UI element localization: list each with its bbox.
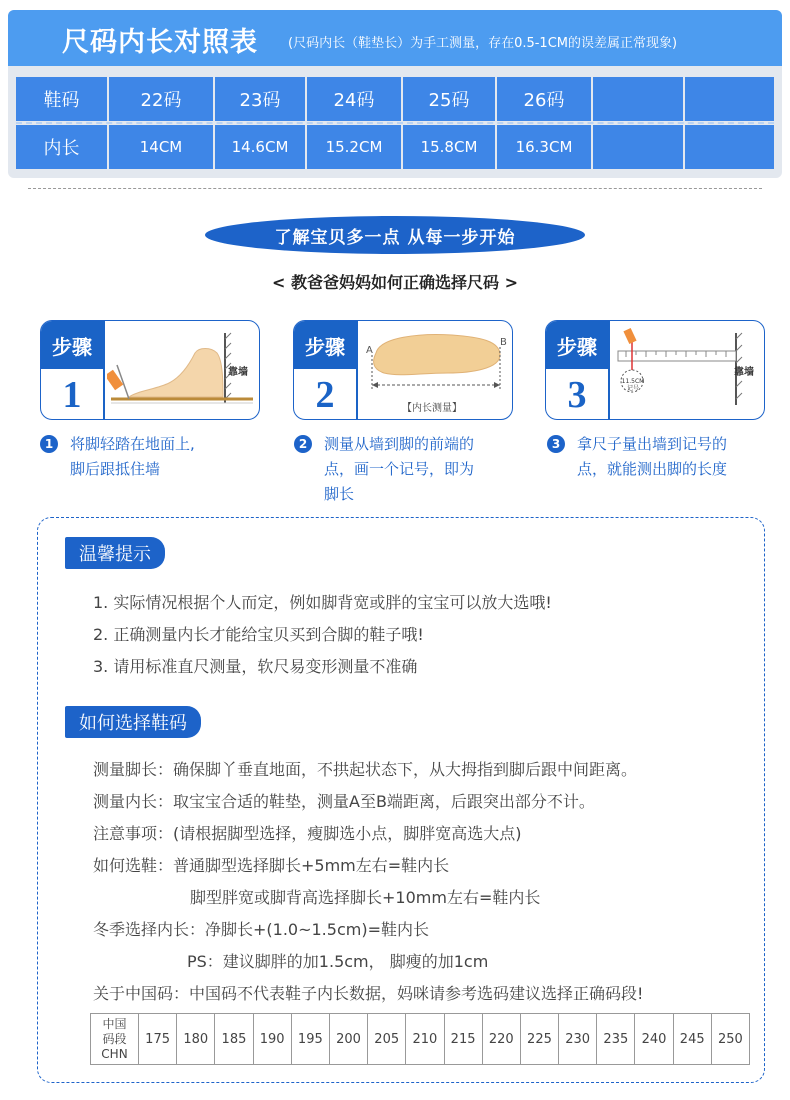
china-size-cell: 225 bbox=[520, 1014, 558, 1065]
china-size-cell: 215 bbox=[444, 1014, 482, 1065]
size-chart-header bbox=[8, 10, 782, 66]
howto-line: 脚型胖宽或脚背高选择脚长+10mm左右=鞋内长 bbox=[190, 888, 541, 907]
ruler-mark-label bbox=[621, 378, 645, 392]
length-cell: 14.6CM bbox=[215, 125, 305, 169]
china-size-header bbox=[91, 1014, 139, 1065]
tip-item: 3. 请用标准直尺测量，软尺易变形测量不准确 bbox=[93, 657, 418, 676]
point-b-label: B bbox=[500, 337, 507, 348]
step-separator bbox=[103, 321, 105, 420]
row-divider bbox=[16, 122, 774, 124]
step-text bbox=[324, 432, 474, 507]
step-text-line: 将脚轻踏在地面上, bbox=[70, 435, 195, 453]
section-divider bbox=[28, 188, 762, 189]
china-size-cell: 190 bbox=[253, 1014, 291, 1065]
china-size-cell: 185 bbox=[215, 1014, 253, 1065]
length-cell bbox=[685, 125, 774, 169]
china-size-cell: 200 bbox=[329, 1014, 367, 1065]
step-separator bbox=[608, 321, 610, 420]
size-cell: 24码 bbox=[307, 77, 401, 121]
size-cell: 22码 bbox=[109, 77, 213, 121]
tip-item: 1. 实际情况根据个人而定，例如脚背宽或胖的宝宝可以放大选哦! bbox=[93, 593, 552, 612]
step-card-2 bbox=[293, 320, 513, 420]
step-tag-label: 步骤 bbox=[546, 321, 608, 369]
china-size-cell: 205 bbox=[368, 1014, 406, 1065]
step-separator bbox=[356, 321, 358, 420]
header-line: 码段 bbox=[102, 1031, 127, 1046]
step-text bbox=[70, 432, 195, 482]
howto-title: 如何选择鞋码 bbox=[65, 706, 201, 738]
size-cell: 25码 bbox=[403, 77, 495, 121]
china-size-cell: 180 bbox=[177, 1014, 215, 1065]
length-cell: 15.8CM bbox=[403, 125, 495, 169]
length-cell: 15.2CM bbox=[307, 125, 401, 169]
tip-item: 2. 正确测量内长才能给宝贝买到合脚的鞋子哦! bbox=[93, 625, 424, 644]
point-a-label: A bbox=[366, 345, 373, 356]
step-text-line: 脚长 bbox=[324, 485, 355, 503]
step-description-2 bbox=[294, 432, 534, 512]
length-row bbox=[16, 125, 774, 169]
howto-line: 冬季选择内长：净脚长+(1.0~1.5cm)=鞋内长 bbox=[93, 920, 429, 939]
step-tag-label: 步骤 bbox=[41, 321, 103, 369]
step-number-badge: 2 bbox=[294, 435, 312, 453]
china-size-cell: 240 bbox=[635, 1014, 673, 1065]
length-cell: 16.3CM bbox=[497, 125, 591, 169]
howto-line: 如何选鞋：普通脚型选择脚长+5mm左右=鞋内长 bbox=[93, 856, 450, 875]
step-tag-number: 2 bbox=[315, 374, 335, 416]
size-row-label: 鞋码 bbox=[16, 77, 107, 121]
insole-caption: 【内长测量】 bbox=[402, 403, 462, 414]
size-cell: 26码 bbox=[497, 77, 591, 121]
length-cell bbox=[593, 125, 683, 169]
china-size-cell: 210 bbox=[406, 1014, 444, 1065]
size-cell: 23码 bbox=[215, 77, 305, 121]
wall-label: 靠墙 bbox=[228, 367, 248, 378]
size-cell bbox=[685, 77, 774, 121]
step-text-line: 拿尺子量出墙到记号的 bbox=[577, 435, 728, 453]
step-card-1 bbox=[40, 320, 260, 420]
step-text-line: 脚后跟抵住墙 bbox=[70, 460, 161, 478]
size-chart-title: 尺码内长对照表 bbox=[62, 27, 258, 58]
china-size-cell: 220 bbox=[482, 1014, 520, 1065]
tips-title: 温馨提示 bbox=[65, 537, 165, 569]
ruler-mark-value: 11.5CM bbox=[621, 378, 645, 385]
china-size-cell: 230 bbox=[559, 1014, 597, 1065]
step-text bbox=[577, 432, 727, 482]
length-cell: 14CM bbox=[109, 125, 213, 169]
step-tag bbox=[41, 321, 103, 420]
step-tag-label: 步骤 bbox=[294, 321, 356, 369]
china-size-cell: 250 bbox=[711, 1014, 749, 1065]
step-tag bbox=[294, 321, 356, 420]
size-chart-note: (尺码内长（鞋垫长）为手工测量，存在0.5-1CM的误差属正常现象) bbox=[288, 36, 678, 51]
howto-line: 测量脚长：确保脚丫垂直地面，不拱起状态下，从大拇指到脚后跟中间距离。 bbox=[93, 760, 638, 779]
step-number-badge: 3 bbox=[547, 435, 565, 453]
step-text-line: 点，就能测出脚的长度 bbox=[577, 460, 728, 478]
section-banner: 了解宝贝多一点 从每一步开始 bbox=[205, 216, 585, 254]
table-row bbox=[91, 1014, 750, 1065]
howto-line: PS：建议脚胖的加1.5cm， 脚瘦的加1cm bbox=[187, 952, 489, 971]
china-size-table bbox=[90, 1013, 750, 1065]
size-cell bbox=[593, 77, 683, 121]
china-size-cell: 195 bbox=[291, 1014, 329, 1065]
step-text-line: 测量从墙到脚的前端的 bbox=[324, 435, 475, 453]
howto-line: 关于中国码：中国码不代表鞋子内长数据，妈咪请参考选码建议选择正确码段! bbox=[93, 984, 644, 1003]
step-description-1 bbox=[40, 432, 280, 512]
wall-label: 靠墙 bbox=[734, 367, 754, 378]
step-description-3 bbox=[547, 432, 787, 512]
size-chart-grid bbox=[16, 77, 774, 170]
size-chart-card bbox=[8, 10, 782, 178]
ruler-mark-caption: 记号 bbox=[626, 385, 639, 392]
length-row-label: 内长 bbox=[16, 125, 107, 169]
step-tag bbox=[546, 321, 608, 420]
step-card-3 bbox=[545, 320, 765, 420]
size-row bbox=[16, 77, 774, 121]
step-tag-number: 1 bbox=[62, 374, 82, 416]
china-size-cell: 245 bbox=[673, 1014, 711, 1065]
header-line: 中国 bbox=[102, 1016, 127, 1031]
section-subtitle: < 教爸爸妈妈如何正确选择尺码 > bbox=[272, 273, 518, 292]
step-number-badge: 1 bbox=[40, 435, 58, 453]
step-text-line: 点，画一个记号，即为 bbox=[324, 460, 475, 478]
header-line: CHN bbox=[101, 1046, 128, 1061]
howto-line: 注意事项：(请根据脚型选择，瘦脚选小点，脚胖宽高选大点) bbox=[93, 824, 522, 843]
step-tag-number: 3 bbox=[567, 374, 587, 416]
china-size-cell: 175 bbox=[139, 1014, 177, 1065]
howto-line: 测量内长：取宝宝合适的鞋垫，测量A至B端距离，后跟突出部分不计。 bbox=[93, 792, 595, 811]
china-size-cell: 235 bbox=[597, 1014, 635, 1065]
